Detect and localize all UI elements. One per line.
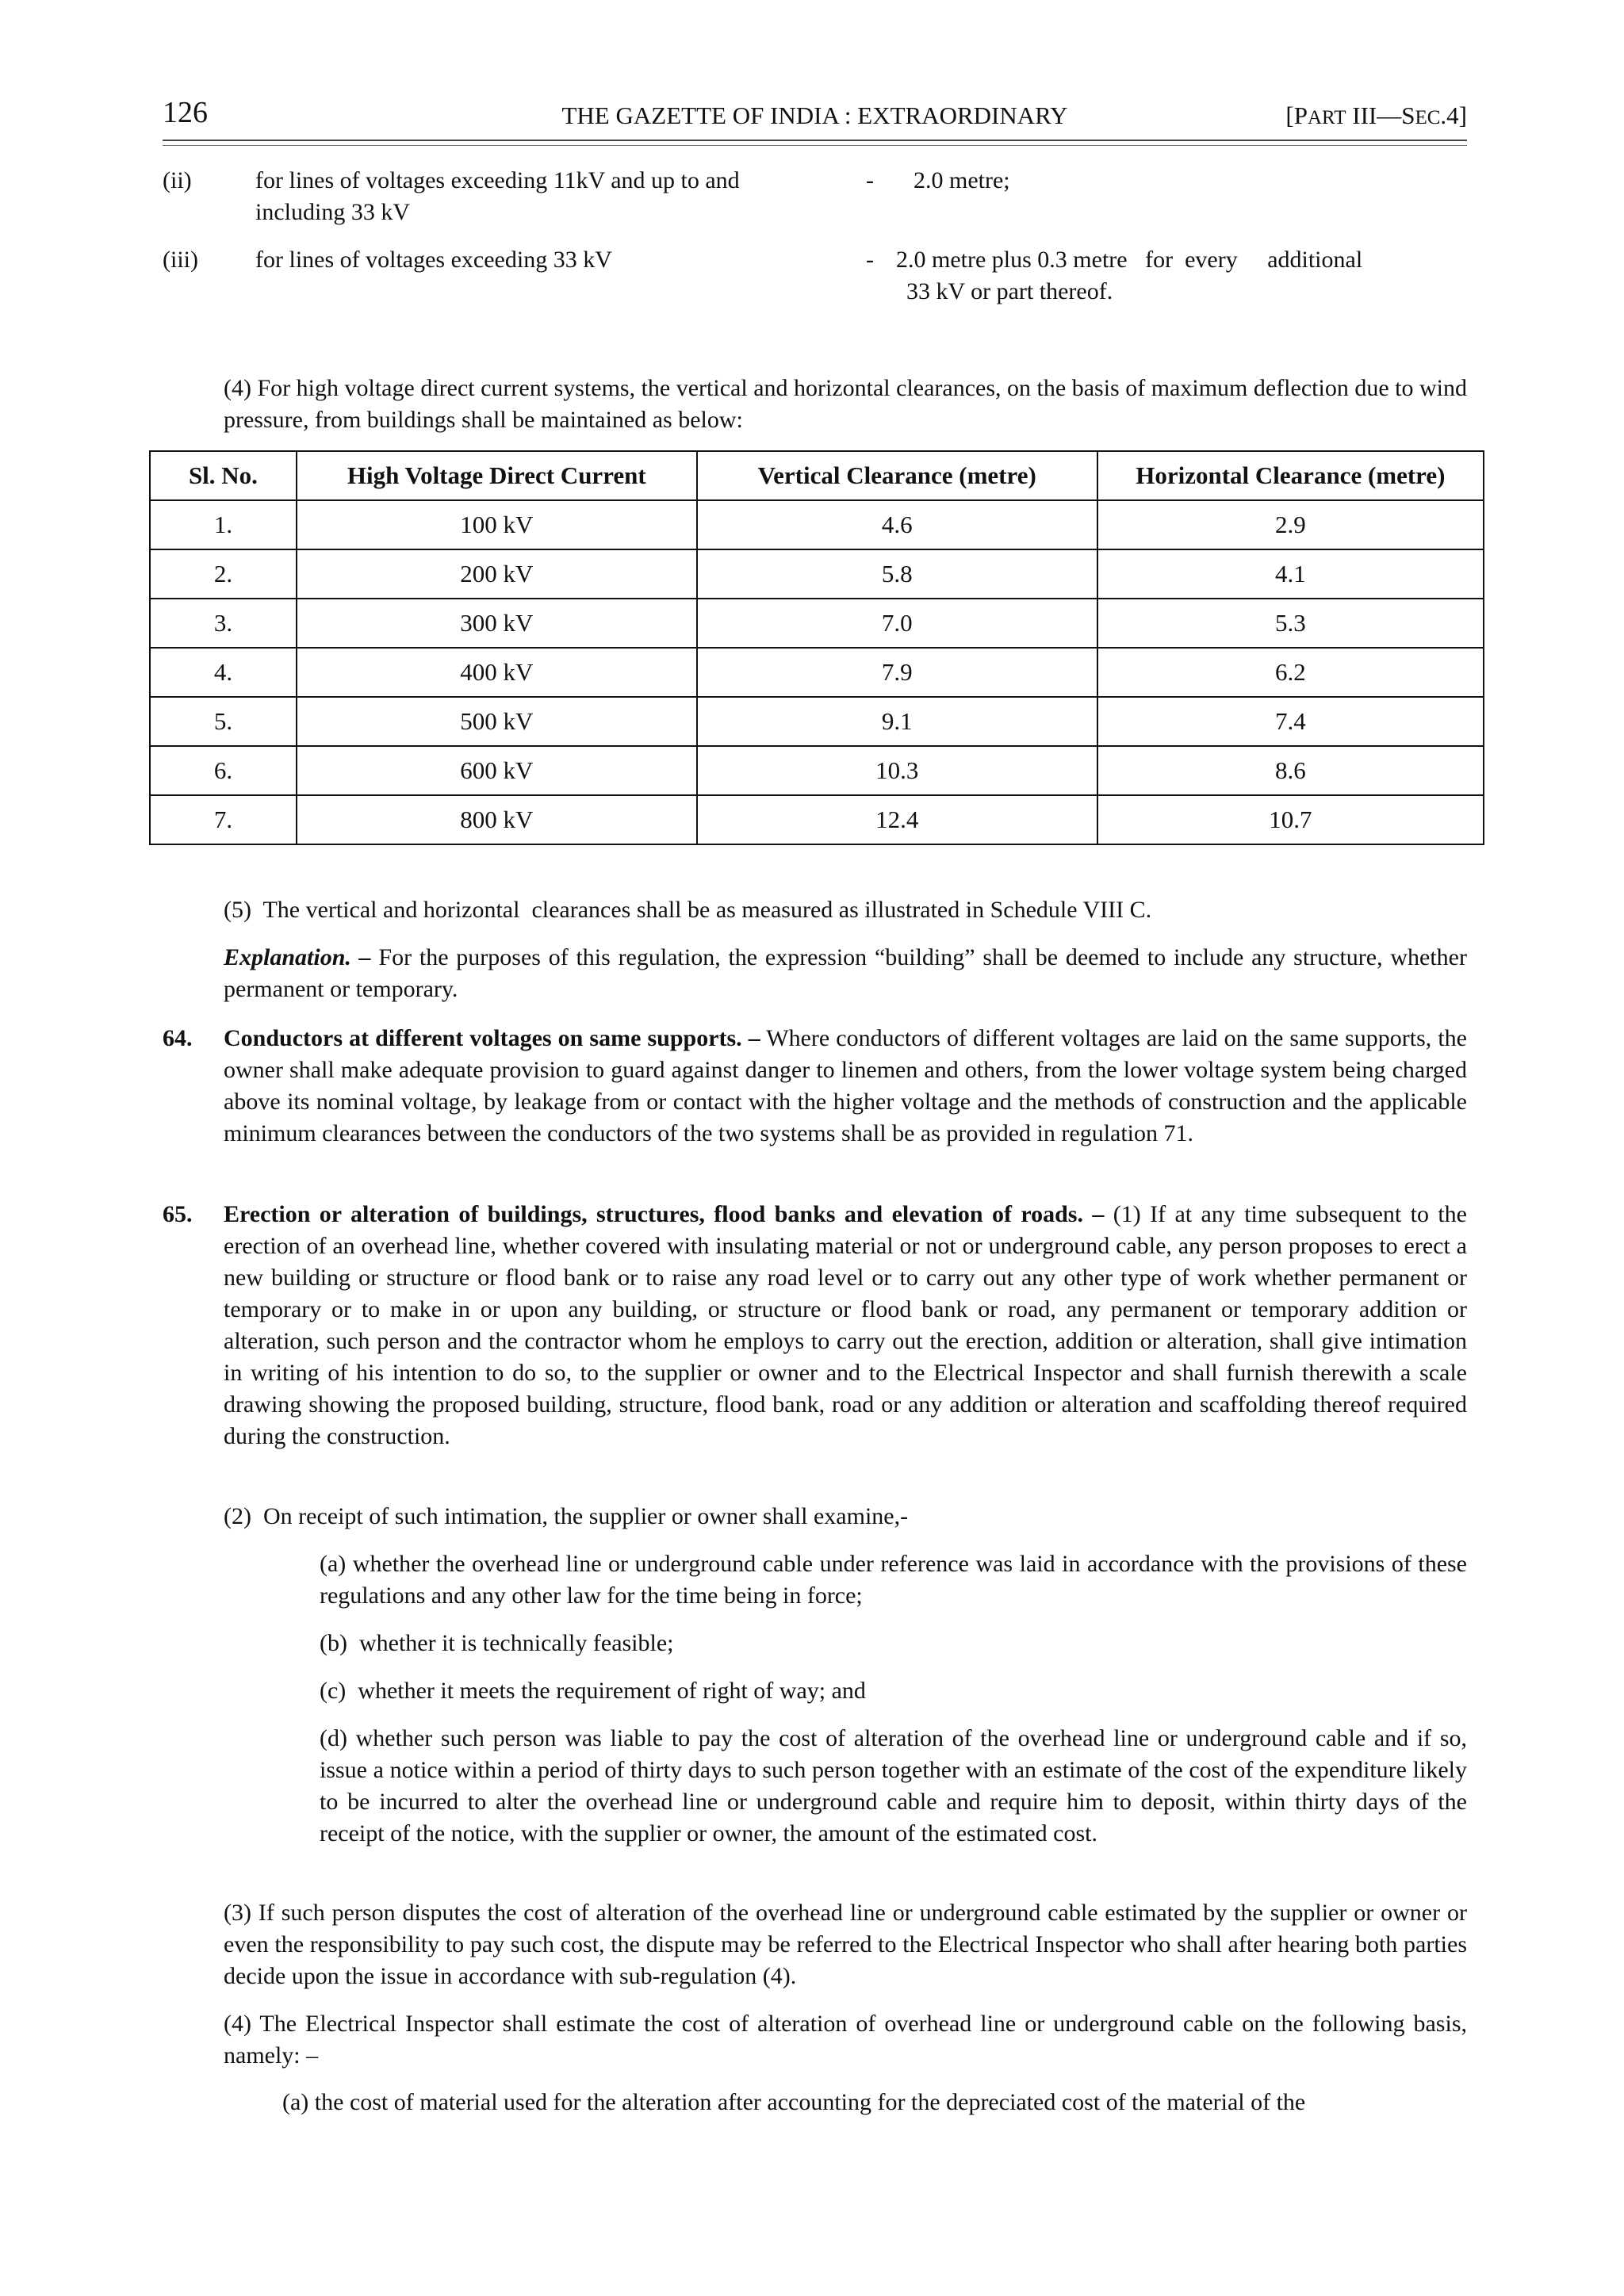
part-smallcaps-2: EC [1415, 107, 1441, 128]
page-header [163, 97, 1467, 133]
table-row [150, 648, 1484, 697]
hvdc-clearance-table [149, 450, 1484, 845]
clause-c: (c) whether it meets the requirement of right of way; and [320, 1678, 866, 1704]
clause-b: (b) whether it is technically feasible; [320, 1630, 674, 1656]
table-cell: 10.7 [1097, 795, 1484, 844]
table-row [150, 795, 1484, 844]
clearance-number: (iii) [163, 247, 198, 273]
table-cell: 5. [150, 697, 297, 746]
table-cell: 5.8 [697, 549, 1097, 599]
table-header-row [150, 451, 1484, 500]
table-cell: 400 kV [297, 648, 697, 697]
paragraph-4: (4) For high voltage direct current systems, the vertical and horizontal clearances, on the basis of maximum deflection due to wind pressure, from buildings shall be maintained as below: [224, 375, 1467, 433]
column-header: High Voltage Direct Current [297, 451, 697, 500]
table-cell: 10.3 [697, 746, 1097, 795]
table-cell: 4.6 [697, 500, 1097, 549]
clause-4a: (a) the cost of material used for the alteration after accounting for the depreciated cost of the material of the [282, 2089, 1306, 2115]
sub-regulation-2: (2) On receipt of such intimation, the supplier or owner shall examine,- [224, 1503, 909, 1529]
clearance-number: (ii) [163, 167, 192, 193]
regulation-number: 64. [163, 1025, 193, 1051]
table-cell: 4.1 [1097, 549, 1484, 599]
regulation-text: Where conductors of different voltages are laid on the same supports, the owner shall make adequate provision to guard against danger to linemen and others, from the lower voltage system being charged above its nominal voltage, by leakage from or contact with the higher voltage and the methods of construction and the applicable minimum clearances between the conductors of the two systems shall be as provided in regulation 71. [224, 1025, 1467, 1146]
table-cell: 600 kV [297, 746, 697, 795]
page-number: 126 [163, 96, 208, 129]
table-cell: 6.2 [1097, 648, 1484, 697]
table-cell: 3. [150, 599, 297, 648]
regulation-text: (1) If at any time subsequent to the erection of an overhead line, whether covered with insulating material or not or underground cable, any person proposes to erect a new building or structure or flood bank or to raise any road level or to carry out any other type of work whether permanent or temporary or to make in or upon any building, or structure or flood bank or road, any permanent or temporary addition or alteration, such person and the contractor whom he employs to carry out the erection, addition or alteration, shall give intimation in writing of his intention to do so, to the supplier or owner and to the Electrical Inspector and shall furnish therewith a scale drawing showing the proposed building, structure, flood bank, road or any addition or alteration and scaffolding thereof required during the construction. [224, 1201, 1467, 1449]
regulation-number: 65. [163, 1201, 193, 1227]
column-header: Vertical Clearance (metre) [697, 451, 1097, 500]
table-row [150, 697, 1484, 746]
clearance-text: for lines of voltages exceeding 11kV and up to and [255, 167, 740, 193]
part-smallcaps-1: ART [1308, 107, 1346, 128]
table-cell: 7.0 [697, 599, 1097, 648]
table-row [150, 746, 1484, 795]
part-open: [P [1285, 101, 1308, 129]
gazette-title: THE GAZETTE OF INDIA : EXTRAORDINARY [561, 101, 1068, 129]
explanation-text: For the purposes of this regulation, the expression “building” shall be deemed to include any structure, whether permanent or temporary. [224, 944, 1467, 1002]
table-cell: 800 kV [297, 795, 697, 844]
part-mid: III—S [1346, 101, 1415, 129]
regulation-heading: Erection or alteration of buildings, structures, flood banks and elevation of roads. – [224, 1201, 1105, 1227]
column-header: Horizontal Clearance (metre) [1097, 451, 1484, 500]
clearance-value: 2.0 metre plus 0.3 metre for every additional [896, 247, 1363, 273]
sub-regulation-3: (3) If such person disputes the cost of alteration of the overhead line or underground cable estimated by the supplier or owner or even the responsibility to pay such cost, the dispute may be referred to the Electrical Inspector who shall after hearing both parties decide upon the issue in accordance with sub-regulation (4). [224, 1900, 1467, 1989]
column-header: Sl. No. [150, 451, 297, 500]
table-cell: 100 kV [297, 500, 697, 549]
explanation-label: Explanation. – [224, 944, 371, 970]
table-row [150, 599, 1484, 648]
clearance-dash: - [866, 167, 874, 193]
clearance-value: 2.0 metre; [914, 167, 1010, 193]
clearance-text: for lines of voltages exceeding 33 kV [255, 247, 612, 273]
table-cell: 9.1 [697, 697, 1097, 746]
sub-regulation-4: (4) The Electrical Inspector shall estimate the cost of alteration of overhead line or underground cable on the following basis, namely: – [224, 2011, 1467, 2068]
table-row [150, 500, 1484, 549]
table-cell: 7.4 [1097, 697, 1484, 746]
clearance-text: including 33 kV [255, 199, 410, 225]
regulation-65 [224, 1199, 1467, 1452]
header-rule [163, 140, 1467, 141]
paragraph-5: (5) The vertical and horizontal clearances shall be as measured as illustrated in Schedule VIII C. [224, 897, 1152, 923]
part-close: .4] [1440, 101, 1467, 129]
regulation-64 [224, 1023, 1467, 1150]
clearance-value: 33 kV or part thereof. [906, 278, 1113, 304]
table-cell: 4. [150, 648, 297, 697]
clause-d: (d) whether such person was liable to pay the cost of alteration of the overhead line or underground cable and if so, issue a notice within a period of thirty days to such person together with an estimate of the cost of the expenditure likely to be incurred to alter the overhead line or underground cable and require him to deposit, within thirty days of the receipt of the notice, with the supplier or owner, the amount of the estimated cost. [320, 1725, 1467, 1846]
table-cell: 5.3 [1097, 599, 1484, 648]
table-cell: 500 kV [297, 697, 697, 746]
table-cell: 1. [150, 500, 297, 549]
clause-a: (a) whether the overhead line or underground cable under reference was laid in accordance with the provisions of these regulations and any other law for the time being in force; [320, 1551, 1467, 1609]
regulation-heading: Conductors at different voltages on same supports. – [224, 1025, 760, 1051]
table-cell: 12.4 [697, 795, 1097, 844]
table-row [150, 549, 1484, 599]
table-cell: 7.9 [697, 648, 1097, 697]
part-section-label [1285, 100, 1467, 134]
table-cell: 2.9 [1097, 500, 1484, 549]
table-cell: 8.6 [1097, 746, 1484, 795]
table-cell: 200 kV [297, 549, 697, 599]
table-cell: 6. [150, 746, 297, 795]
table-cell: 2. [150, 549, 297, 599]
header-rule-thin [163, 145, 1467, 146]
table-cell: 300 kV [297, 599, 697, 648]
explanation-paragraph [224, 942, 1467, 1005]
table-cell: 7. [150, 795, 297, 844]
clearance-dash: - [866, 247, 874, 273]
